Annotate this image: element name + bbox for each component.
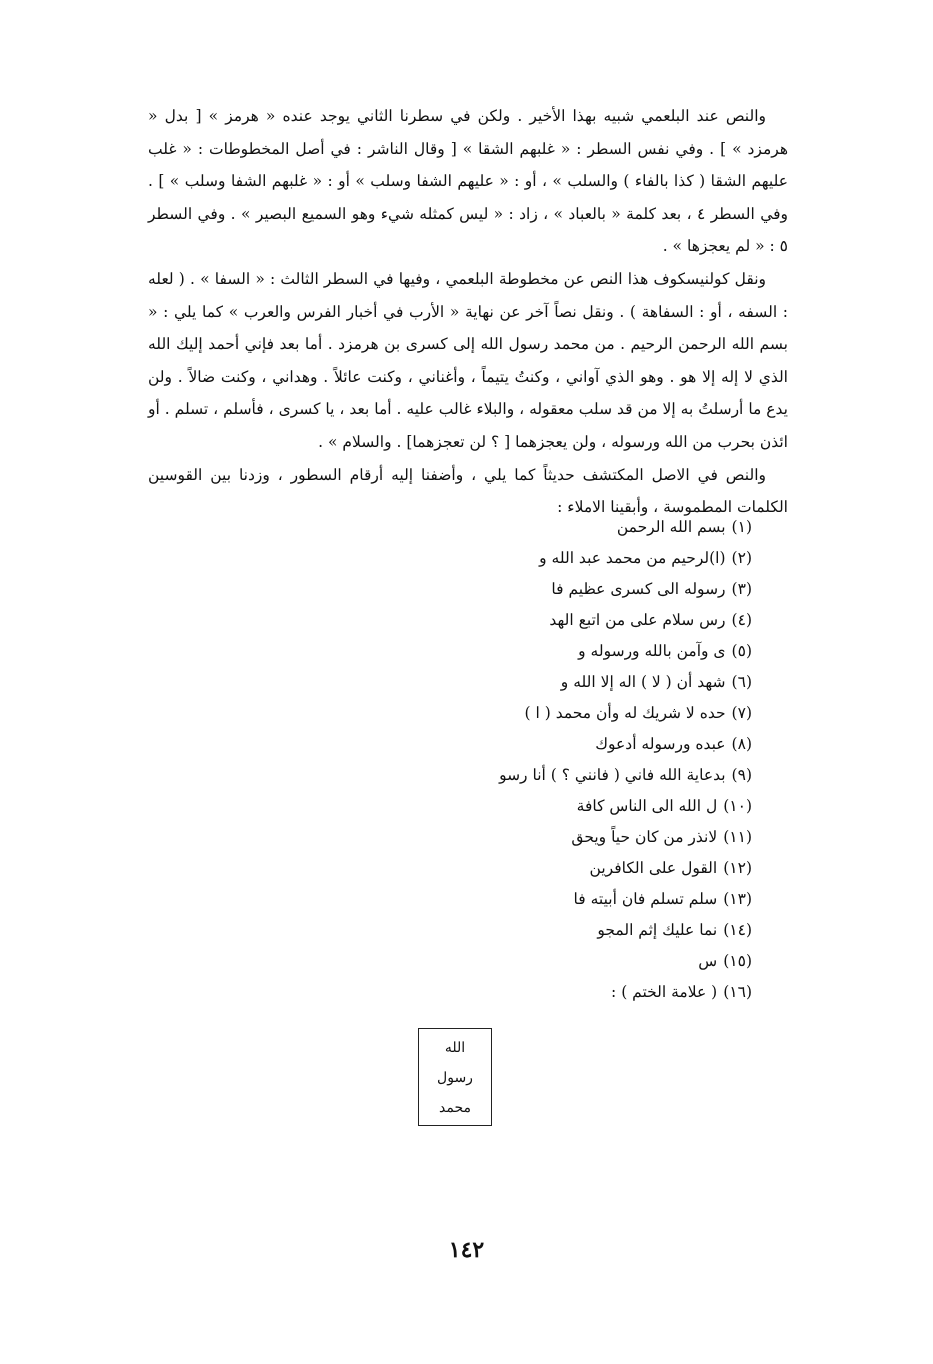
line-number: (٧) <box>731 704 752 722</box>
line-text: ( علامة الختم ) : <box>611 983 718 1001</box>
page-number: ١٤٢ <box>448 1237 485 1263</box>
line-text: لانذر من كان حياً ويحق <box>571 828 718 846</box>
list-item <box>300 791 752 822</box>
line-number: (٣) <box>731 580 752 598</box>
line-text: ل الله الى الناس كافة <box>576 797 718 815</box>
list-item <box>300 698 752 729</box>
line-number: (١٢) <box>723 859 752 877</box>
paragraph-2: ونقل كولنيسكوف هذا النص عن مخطوطة البلعمي ، وفيها في السطر الثالث : « السفا » . ( لعله : السفه ، أو : السفاهة ) . ونقل نصاً آخر عن نهاية « الأرب في أخبار الفرس والعرب » كما يلي : « بسم الله الرحمن الرحيم . من محمد رسول الله إلى كسرى بن هرمزد . أما بعد فإني أحمد إليك الله الذي لا إله إلا هو . وهو الذي آواني ، وكنتُ يتيماً ، وأغناني ، وكنت عائلاً . وهداني ، وكنت ضالاً . ولن يدع ما أرسلتُ به إلا من قد سلب معقوله ، والبلاء غالب عليه . أما بعد ، يا كسرى ، فأسلم ، تسلم . أو ائذن بحرب من الله ورسوله ، ولن يعجزهما [ ؟ لن تعجزهما] . والسلام » . <box>148 269 788 451</box>
line-number: (١٣) <box>723 890 752 908</box>
list-item <box>300 884 752 915</box>
line-text: حده لا شريك له وأن محمد ( ا ) <box>524 704 726 722</box>
line-text: شهد أن ( لا ) اله إلا الله و <box>560 673 726 691</box>
line-text: عبده ورسوله أدعوك <box>595 735 726 753</box>
paragraph-3: والنص في الاصل المكتشف حديثاً كما يلي ، وأضفنا إليه أرقام السطور ، وزدنا بين القوسين الكلمات المطموسة ، وأبقينا الاملاء : <box>148 465 788 517</box>
seal-line-muhammad: محمد <box>439 1100 471 1116</box>
line-number: (٨) <box>731 735 752 753</box>
line-text: بدعاية الله فاني ( فانني ؟ ) أنا رسو <box>499 766 726 784</box>
list-item <box>300 853 752 884</box>
line-number: (١) <box>731 518 752 536</box>
letter-lines-list <box>300 512 752 1008</box>
line-number: (٤) <box>731 611 752 629</box>
list-item <box>300 636 752 667</box>
line-number: (١٠) <box>723 797 752 815</box>
list-item <box>300 760 752 791</box>
line-text: س <box>698 952 718 970</box>
line-number: (١٥) <box>723 952 752 970</box>
line-text: رس سلام على من اتبع الهد <box>549 611 726 629</box>
line-text: نما عليك إثم المجو <box>597 921 718 939</box>
seal-line-allah: الله <box>444 1040 466 1056</box>
line-text: رسوله الى كسرى عظيم فا <box>551 580 726 598</box>
paragraph-1: والنص عند البلعمي شبيه بهذا الأخير . ولكن في سطرنا الثاني يوجد عنده « هرمز » [ بدل « هرمزد » ] . وفي نفس السطر : « غلبهم الشقا » [ وقال الناشر : في أصل المخطوطات : « غلب عليهم الشقا ( كذا بالفاء ) والسلب » ، أو : « عليهم الشفا وسلب » أو : « غلبهم الشفا وسلب » ] . وفي السطر ٤ ، بعد كلمة « بالعباد » ، زاد : « ليس كمثله شيء وهو السميع البصير » . وفي السطر ٥ : « لم يعجزها » . <box>148 107 789 256</box>
list-item <box>300 543 752 574</box>
seal-box <box>418 1028 492 1126</box>
list-item <box>300 512 752 543</box>
line-number: (١٦) <box>723 983 752 1001</box>
line-number: (١٤) <box>723 921 752 939</box>
line-number: (١١) <box>723 828 752 846</box>
line-number: (٩) <box>731 766 752 784</box>
list-item <box>300 946 752 977</box>
line-text: (ا)لرحيم من محمد عبد الله و <box>539 549 726 567</box>
list-item <box>300 605 752 636</box>
body-text <box>148 100 788 524</box>
line-text: سلم تسلم فان أبيته فا <box>573 890 718 908</box>
line-number: (٦) <box>731 673 752 691</box>
list-item <box>300 822 752 853</box>
line-text: ى وآمن بالله ورسوله و <box>578 642 726 660</box>
line-number: (٥) <box>731 642 752 660</box>
list-item <box>300 915 752 946</box>
list-item <box>300 574 752 605</box>
list-item <box>300 667 752 698</box>
line-text: القول على الكافرين <box>589 859 718 877</box>
list-item <box>300 729 752 760</box>
list-item <box>300 977 752 1008</box>
seal-line-rasul: رسول <box>437 1070 473 1086</box>
line-text: بسم الله الرحمن <box>616 518 726 536</box>
line-number: (٢) <box>731 549 752 567</box>
